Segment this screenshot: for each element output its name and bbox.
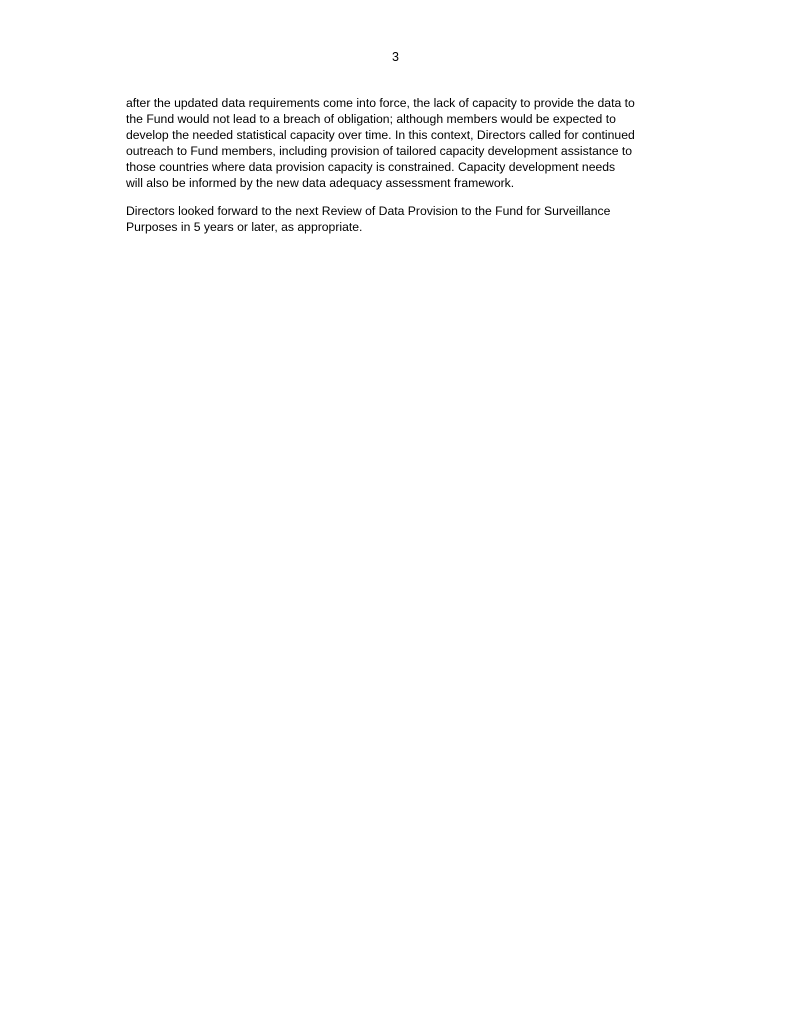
page-number: 3 <box>392 50 399 64</box>
text-line: the Fund would not lead to a breach of obligation; although members would be expected to <box>126 112 616 126</box>
text-line: develop the needed statistical capacity over time. In this context, Directors called for continued <box>126 128 635 142</box>
text-line: Directors looked forward to the next Review of Data Provision to the Fund for Surveillance <box>126 204 611 218</box>
paragraph-next-review <box>126 203 671 235</box>
text-line: Purposes in 5 years or later, as appropriate. <box>126 220 363 234</box>
text-line: after the updated data requirements come into force, the lack of capacity to provide the data to <box>126 96 635 110</box>
document-body <box>126 95 671 235</box>
text-line: will also be informed by the new data adequacy assessment framework. <box>126 176 515 190</box>
text-line: those countries where data provision capacity is constrained. Capacity development needs <box>126 160 616 174</box>
text-line: outreach to Fund members, including provision of tailored capacity development assistance to <box>126 144 633 158</box>
paragraph-capacity <box>126 95 671 191</box>
